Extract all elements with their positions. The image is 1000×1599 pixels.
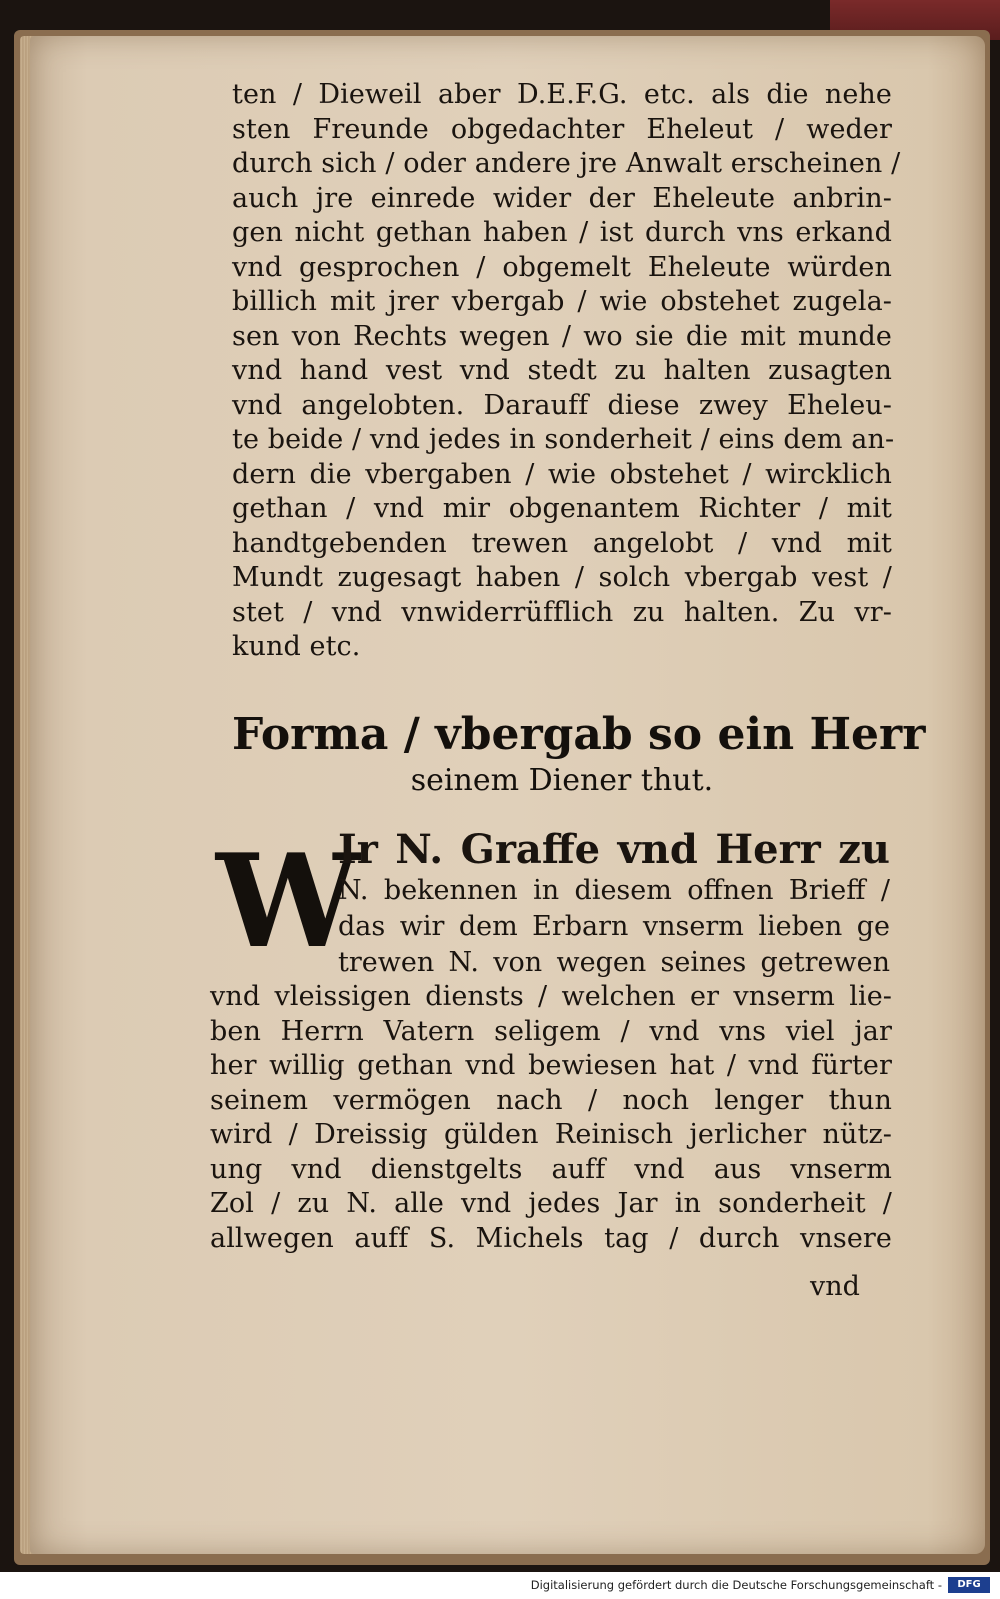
paragraph-forma (210, 824, 892, 1254)
text-line: Zol / zu N. alle vnd jedes Jar in sonderheit / (210, 1188, 892, 1219)
text-line: ten / Dieweil aber D.E.F.G. etc. als die nehe (232, 79, 892, 110)
text-line: auch jre einrede wider der Eheleute anbrin- (232, 182, 892, 214)
decorated-initial: W (216, 827, 360, 977)
paragraph-body (210, 980, 892, 1256)
text-line: seinem vermögen nach / noch lenger thun (210, 1084, 892, 1116)
text-line: allwegen auff S. Michels tag / durch vnsere (210, 1222, 892, 1254)
text-line: handtgebenden trewen angelobt / vnd mit (232, 527, 892, 559)
text-line: billich mit jrer vbergab / wie obstehet zugela- (232, 286, 892, 317)
opening-line: Ir N. Graffe vnd Herr zu (338, 826, 890, 873)
text-line: gethan / vnd mir obgenantem Richter / mit (232, 493, 892, 524)
text-line: vnd gesprochen / obgemelt Eheleute würden (232, 251, 892, 283)
funding-credit: Digitalisierung gefördert durch die Deutsche Forschungsgemeinschaft - (530, 1578, 942, 1592)
text-line: N. bekennen in diesem offnen Brieff / (338, 875, 890, 906)
initial-block (210, 824, 892, 976)
text-line: ung vnd dienstgelts auff vnd aus vnserm (210, 1153, 892, 1185)
text-line: trewen N. von wegen seines getrewen (338, 947, 890, 978)
text-line: wird / Dreissig gülden Reinisch jerlicher nütz- (210, 1119, 892, 1150)
text-line: ben Herrn Vatern seligem / vnd vns viel jar (210, 1015, 892, 1047)
paragraph-continued (232, 78, 901, 665)
digitization-footer (0, 1572, 1000, 1599)
text-line: stet / vnd vnwiderrüfflich zu halten. Zu vr- (232, 596, 892, 628)
text-line: vnd hand vest vnd stedt zu halten zusagten (232, 355, 892, 386)
text-line: kund etc. (232, 631, 361, 662)
text-line: dern die vbergaben / wie obstehet / wircklich (232, 458, 892, 490)
text-line: gen nicht gethan haben / ist durch vns erkand (232, 217, 892, 248)
dfg-logo-icon: DFG (948, 1577, 990, 1593)
text-line: vnd angelobten. Darauff diese zwey Eheleu- (232, 389, 892, 421)
text-line: Mundt zugesagt haben / solch vbergab vest / (232, 562, 892, 593)
catchword: vnd (810, 1271, 860, 1302)
heading-title: Forma / vbergab so ein Herr (232, 709, 926, 760)
text-line: te beide / vnd jedes in sonderheit / eins dem an- (232, 424, 895, 455)
text-line: vnd vleissigen diensts / welchen er vnserm lie- (210, 981, 892, 1012)
text-line: sen von Rechts wegen / wo sie die mit munde (232, 320, 892, 352)
text-line: sten Freunde obgedachter Eheleut / weder (232, 113, 892, 145)
heading-subtitle: seinem Diener thut. (410, 763, 714, 798)
text-line: das wir dem Erbarn vnserm lieben ge (338, 911, 890, 942)
section-heading (232, 708, 926, 800)
text-line: durch sich / oder andere jre Anwalt erscheinen / (232, 148, 901, 179)
text-line: her willig gethan vnd bewiesen hat / vnd fürter (210, 1050, 892, 1081)
